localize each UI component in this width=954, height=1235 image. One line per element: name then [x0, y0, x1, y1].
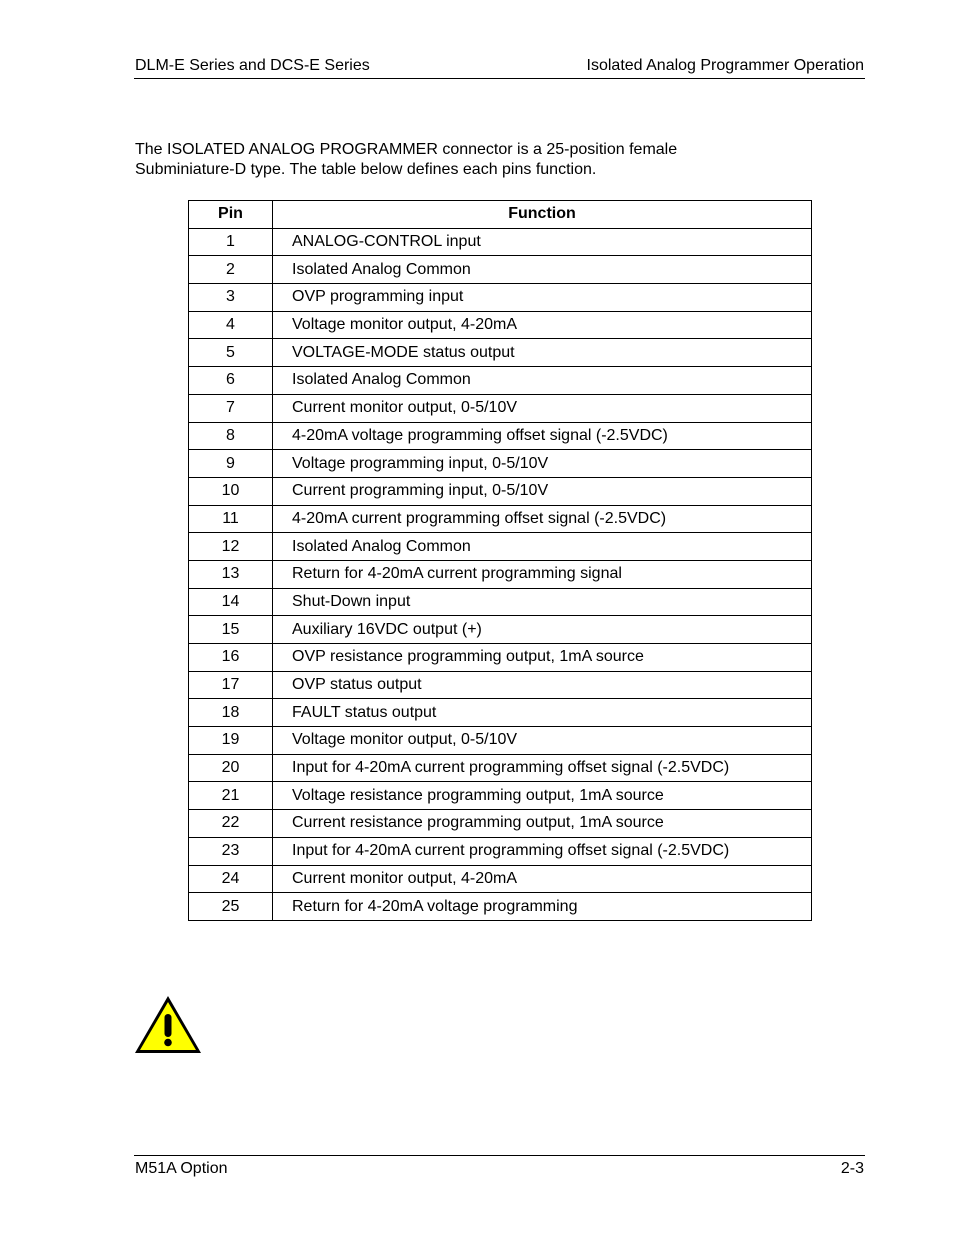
page-header [134, 56, 865, 79]
pin-number-cell: 7 [189, 394, 273, 422]
table-row [189, 865, 812, 893]
pin-function-cell: OVP status output [273, 671, 812, 699]
pin-number-cell: 4 [189, 311, 273, 339]
table-row [189, 422, 812, 450]
table-row [189, 810, 812, 838]
pin-function-cell: 4-20mA current programming offset signal (-2.5VDC) [273, 505, 812, 533]
pin-number-cell: 5 [189, 339, 273, 367]
footer-page-number: 2-3 [840, 1160, 864, 1177]
table-row [189, 588, 812, 616]
table-row [189, 671, 812, 699]
pin-function-cell: Auxiliary 16VDC output (+) [273, 616, 812, 644]
intro-line-1: The ISOLATED ANALOG PROGRAMMER connector is a 25-position female [135, 141, 678, 158]
pin-function-cell: Return for 4-20mA voltage programming [273, 893, 812, 921]
page-footer [134, 1155, 865, 1182]
table-row [189, 228, 812, 256]
pin-function-cell: Isolated Analog Common [273, 367, 812, 395]
pin-number-cell: 14 [189, 588, 273, 616]
warning-triangle-icon [134, 995, 202, 1055]
pin-function-cell: Voltage resistance programming output, 1mA source [273, 782, 812, 810]
table-row [189, 256, 812, 284]
pin-number-cell: 11 [189, 505, 273, 533]
pin-number-cell: 17 [189, 671, 273, 699]
table-body [189, 228, 812, 920]
pin-function-cell: Current monitor output, 0-5/10V [273, 394, 812, 422]
pin-function-cell: 4-20mA voltage programming offset signal (-2.5VDC) [273, 422, 812, 450]
column-header-function: Function [273, 201, 812, 229]
pin-function-cell: VOLTAGE-MODE status output [273, 339, 812, 367]
pin-function-cell: Shut-Down input [273, 588, 812, 616]
table-header-row [189, 201, 812, 229]
table-row [189, 533, 812, 561]
table-row [189, 727, 812, 755]
pin-function-cell: OVP programming input [273, 284, 812, 312]
pin-number-cell: 21 [189, 782, 273, 810]
footer-option-name: M51A Option [135, 1160, 228, 1177]
header-document-series: DLM-E Series and DCS-E Series [135, 57, 370, 74]
pin-number-cell: 3 [189, 284, 273, 312]
table-row [189, 699, 812, 727]
pin-number-cell: 1 [189, 228, 273, 256]
pin-number-cell: 16 [189, 644, 273, 672]
pin-function-cell: Input for 4-20mA current programming offset signal (-2.5VDC) [273, 754, 812, 782]
table-row [189, 837, 812, 865]
table-row [189, 782, 812, 810]
pin-number-cell: 12 [189, 533, 273, 561]
pin-function-cell: Return for 4-20mA current programming signal [273, 560, 812, 588]
column-header-pin: Pin [189, 201, 273, 229]
pin-number-cell: 18 [189, 699, 273, 727]
table-row [189, 367, 812, 395]
pin-function-cell: OVP resistance programming output, 1mA source [273, 644, 812, 672]
pin-function-cell: FAULT status output [273, 699, 812, 727]
table-row [189, 754, 812, 782]
pin-function-cell: ANALOG-CONTROL input [273, 228, 812, 256]
pin-function-cell: Current monitor output, 4-20mA [273, 865, 812, 893]
pin-number-cell: 22 [189, 810, 273, 838]
pin-number-cell: 23 [189, 837, 273, 865]
table-row [189, 644, 812, 672]
pin-function-cell: Current programming input, 0-5/10V [273, 477, 812, 505]
pin-function-cell: Isolated Analog Common [273, 256, 812, 284]
table-row [189, 893, 812, 921]
table-row [189, 616, 812, 644]
pin-function-cell: Isolated Analog Common [273, 533, 812, 561]
pin-function-cell: Current resistance programming output, 1mA source [273, 810, 812, 838]
table-row [189, 394, 812, 422]
pin-function-table [188, 200, 812, 921]
intro-paragraph [135, 140, 835, 180]
pin-function-cell: Input for 4-20mA current programming offset signal (-2.5VDC) [273, 837, 812, 865]
header-section-title: Isolated Analog Programmer Operation [586, 57, 864, 74]
pin-number-cell: 2 [189, 256, 273, 284]
pin-number-cell: 20 [189, 754, 273, 782]
pin-function-cell: Voltage monitor output, 0-5/10V [273, 727, 812, 755]
table-row [189, 284, 812, 312]
pin-number-cell: 19 [189, 727, 273, 755]
table-row [189, 311, 812, 339]
pin-number-cell: 13 [189, 560, 273, 588]
table-row [189, 477, 812, 505]
intro-line-2: Subminiature-D type. The table below defines each pins function. [135, 161, 597, 178]
table-row [189, 339, 812, 367]
pin-number-cell: 15 [189, 616, 273, 644]
pin-number-cell: 9 [189, 450, 273, 478]
pin-number-cell: 6 [189, 367, 273, 395]
pin-function-cell: Voltage monitor output, 4-20mA [273, 311, 812, 339]
pin-function-cell: Voltage programming input, 0-5/10V [273, 450, 812, 478]
pin-number-cell: 24 [189, 865, 273, 893]
pin-number-cell: 10 [189, 477, 273, 505]
table-row [189, 560, 812, 588]
pin-number-cell: 8 [189, 422, 273, 450]
table-row [189, 450, 812, 478]
pin-number-cell: 25 [189, 893, 273, 921]
table-row [189, 505, 812, 533]
